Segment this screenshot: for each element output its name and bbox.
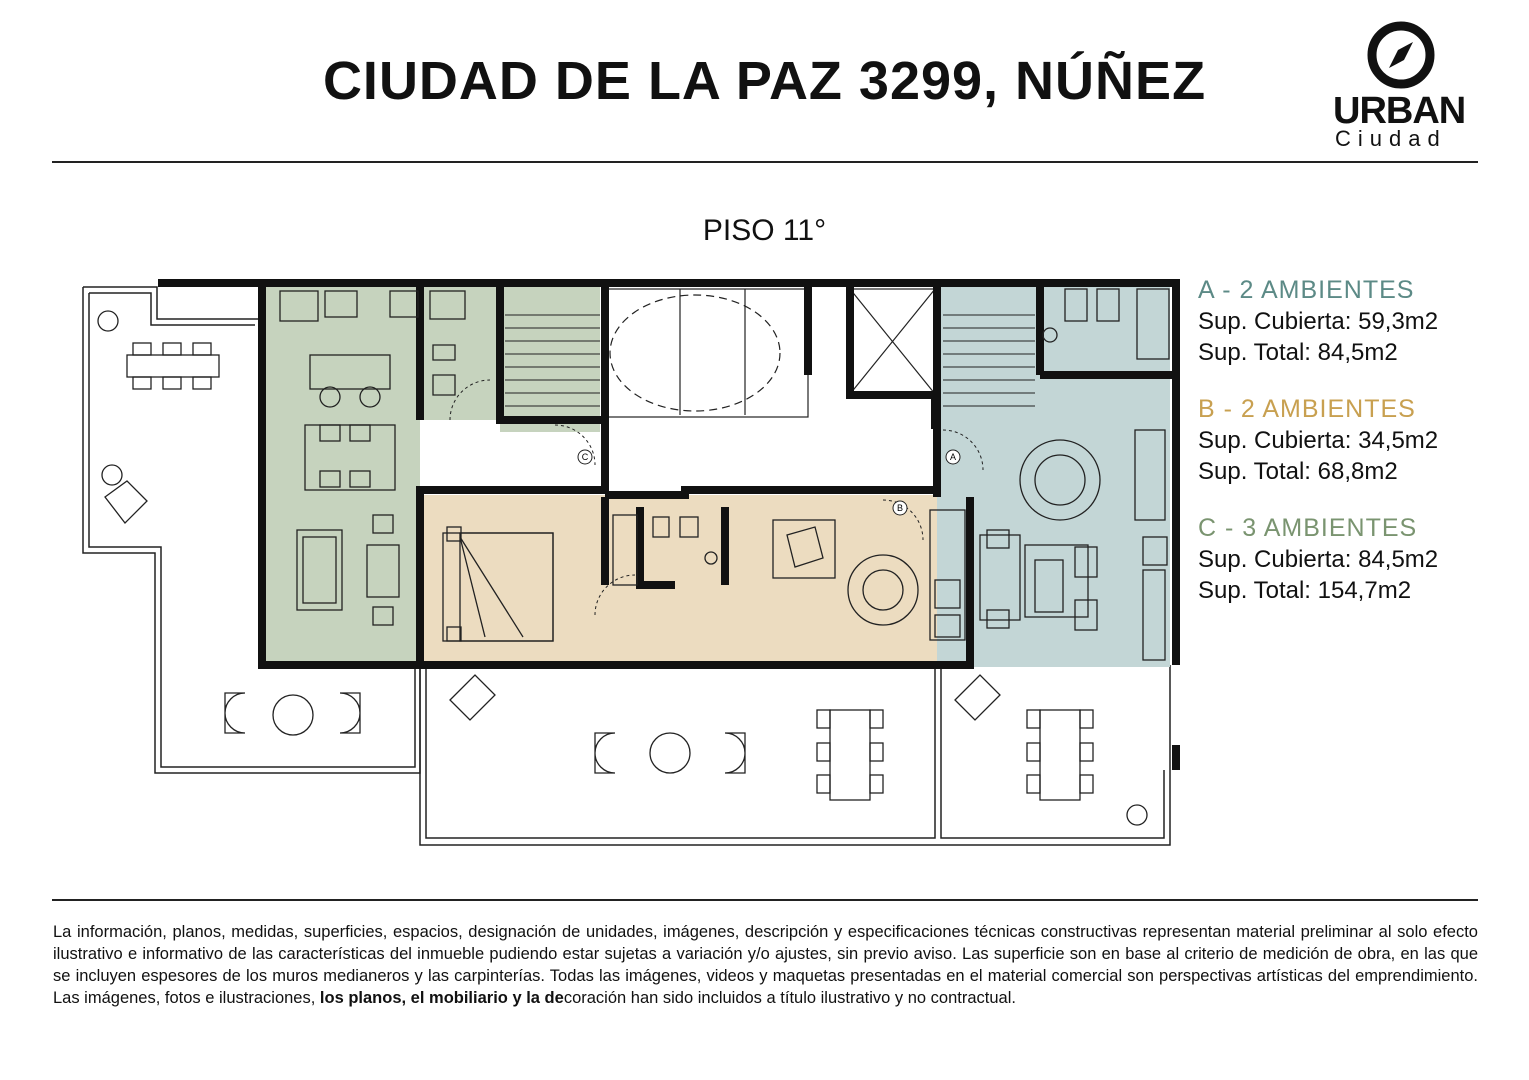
page-title: CIUDAD DE LA PAZ 3299, NÚÑEZ: [322, 51, 1207, 111]
unit-c: [1198, 513, 1518, 606]
unit-a-cubierta: Sup. Cubierta: 59,3m2: [1198, 308, 1439, 335]
unit-c-name: C - 3 AMBIENTES: [1198, 514, 1418, 542]
disclaimer-main: La información, planos, medidas, superficies, espacios, designación de unidades, imágenes, descripción y especificaciones técnicas constructivas representan material preliminar al solo efecto ilustrativo e informativo de las características del inmueble pudiendo estar sujetas a variación y/o ajustes, sin previo aviso. Las superficie son en base al criterio de medición de obra, en las que se incluyen espesores de los muros medianeros y las carpinterías. Todas las imágenes, videos y maquetas presentadas en el material comercial son perspectivas artísticas del emprendimiento. Las imágenes, fotos e ilustraciones,: [53, 923, 1478, 1007]
compass-icon: [1366, 20, 1446, 92]
unit-c-cubierta: Sup. Cubierta: 84,5m2: [1198, 546, 1439, 573]
header-rule: [52, 161, 1478, 163]
marker-a: A: [949, 452, 957, 462]
unit-b-name: B - 2 AMBIENTES: [1198, 395, 1416, 423]
unit-a-total: Sup. Total: 84,5m2: [1198, 339, 1398, 366]
logo-sub: Ciudad: [1335, 126, 1447, 151]
floor-plan: [75, 275, 1185, 850]
urban-ciudad-logo: [1330, 20, 1480, 150]
terrace-b-a: [420, 665, 1170, 845]
disclaimer: [53, 921, 1478, 1009]
unit-b-total: Sup. Total: 68,8m2: [1198, 458, 1398, 485]
floor-label: PISO 11°: [702, 214, 827, 247]
marker-c: C: [581, 452, 589, 462]
unit-b-cubierta: Sup. Cubierta: 34,5m2: [1198, 427, 1439, 454]
unit-b: [1198, 394, 1518, 487]
footer-rule: [52, 899, 1478, 901]
marker-b: B: [896, 503, 904, 513]
unit-c-total: Sup. Total: 154,7m2: [1198, 577, 1412, 604]
unit-legend: [1198, 275, 1518, 632]
disclaimer-end: coración han sido incluidos a título ilustrativo y no contractual.: [563, 989, 1016, 1007]
logo-brand: URBAN: [1333, 90, 1466, 132]
unit-a-name: A - 2 AMBIENTES: [1198, 276, 1415, 304]
unit-a: [1198, 275, 1518, 368]
unit-c-fill: [262, 287, 420, 665]
unit-b-fill: [420, 495, 970, 665]
disclaimer-bold: los planos, el mobiliario y la de: [319, 989, 564, 1007]
terrace-c: [83, 287, 260, 319]
